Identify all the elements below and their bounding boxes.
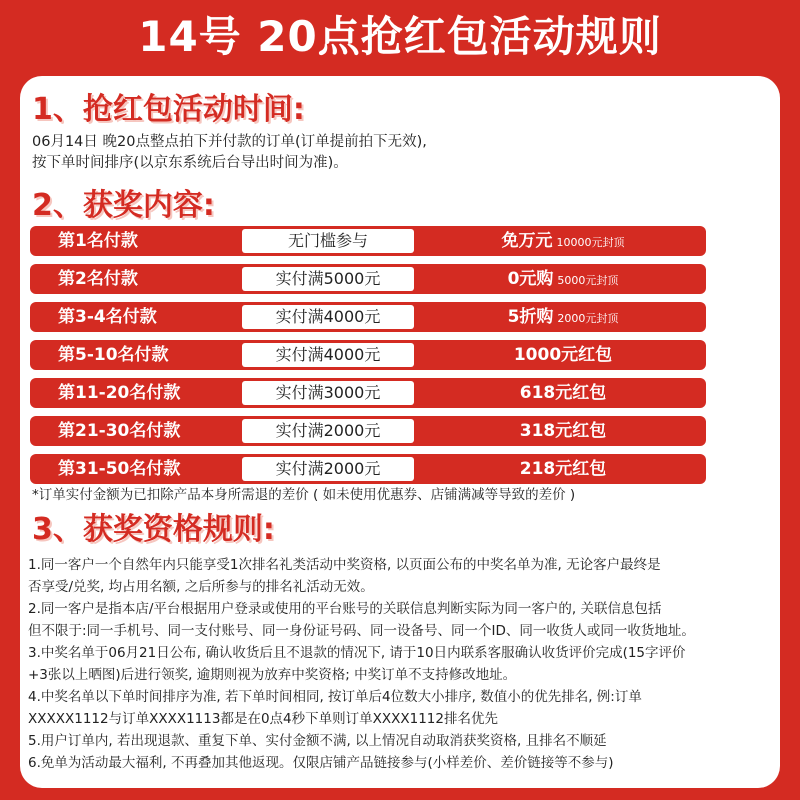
rules-list — [28, 554, 776, 774]
prize-value: 1000元红包 — [513, 345, 613, 365]
prize-rank: 第31-50名付款 — [58, 459, 181, 479]
prize-value — [420, 302, 706, 334]
section-time-line-1: 06月14日 晚20点整点拍下并付款的订单(订单提前拍下无效), — [32, 134, 427, 150]
prize-rank: 第21-30名付款 — [58, 421, 181, 441]
prize-value — [420, 226, 706, 258]
rule-line: 4.中奖名单以下单时间排序为准, 若下单时间相同, 按订单后4位数大小排序, 数值小的优先排名, 例:订单 — [28, 689, 642, 705]
prize-cap: 2000元封顶 — [557, 312, 619, 325]
prize-footnote: *订单实付金额为已扣除产品本身所需退的差价 ( 如未使用优惠券、店铺满减等导致的差价 ) — [32, 487, 576, 503]
prize-value-text: 免万元 — [501, 231, 553, 251]
rule-line: 3.中奖名单于06月21日公布, 确认收货后且不退款的情况下, 请于10日内联系客服确认收货评价完成(15字评价 — [28, 645, 686, 661]
prize-rank: 第11-20名付款 — [58, 383, 181, 403]
prize-value-text: 0元购 — [507, 269, 554, 289]
prize-condition: 实付满5000元 — [242, 267, 414, 291]
prize-value: 318元红包 — [519, 421, 607, 441]
page-title: 14号 20点抢红包活动规则 — [138, 12, 662, 61]
prize-row — [30, 340, 706, 370]
prize-rank: 第5-10名付款 — [58, 345, 169, 365]
prize-condition: 实付满2000元 — [242, 419, 414, 443]
rule-line: +3张以上晒图)后进行领奖, 逾期则视为放弃中奖资格; 中奖订单不支持修改地址。 — [28, 667, 517, 683]
prize-value-text: 5折购 — [507, 307, 554, 327]
prize-value: 218元红包 — [519, 459, 607, 479]
rules-card — [20, 76, 780, 788]
rule-line: XXXXX1112与订单XXXX1113都是在0点4秒下单则订单XXXX1112排名优先 — [28, 711, 498, 727]
prize-row — [30, 416, 706, 446]
prize-condition: 无门槛参与 — [242, 229, 414, 253]
prize-rank: 第1名付款 — [58, 231, 138, 251]
prize-cap: 5000元封顶 — [557, 274, 619, 287]
prize-row — [30, 264, 706, 294]
section-time-line-2: 按下单时间排序(以京东系统后台导出时间为准)。 — [32, 155, 348, 171]
prize-cap: 10000元封顶 — [556, 236, 625, 249]
prize-row — [30, 378, 706, 408]
rule-line: 否享受/兑奖, 均占用名额, 之后所参与的排名礼活动无效。 — [28, 579, 374, 595]
prize-row — [30, 302, 706, 332]
prize-row — [30, 454, 706, 484]
rule-line: 2.同一客户是指本店/平台根据用户登录或使用的平台账号的关联信息判断实际为同一客户的, 关联信息包括 — [28, 601, 662, 617]
section-rules-heading: 3、获奖资格规则: — [32, 512, 275, 547]
rule-line: 6.免单为活动最大福利, 不再叠加其他返现。仅限店铺产品链接参与(小样差价、差价链接等不参与) — [28, 755, 614, 771]
section-prize-heading: 2、获奖内容: — [32, 188, 215, 223]
prize-condition: 实付满3000元 — [242, 381, 414, 405]
prize-value: 618元红包 — [519, 383, 607, 403]
section-time-heading: 1、抢红包活动时间: — [32, 92, 305, 127]
rule-line: 5.用户订单内, 若出现退款、重复下单、实付金额不满, 以上情况自动取消获奖资格, 且排名不顺延 — [28, 733, 607, 749]
rule-line: 1.同一客户一个自然年内只能享受1次排名礼类活动中奖资格, 以页面公布的中奖名单为准, 无论客户最终是 — [28, 557, 661, 573]
prize-rank: 第2名付款 — [58, 269, 138, 289]
prize-condition: 实付满4000元 — [242, 305, 414, 329]
prize-condition: 实付满4000元 — [242, 343, 414, 367]
prize-rank: 第3-4名付款 — [58, 307, 157, 327]
prize-value — [420, 264, 706, 296]
prize-condition: 实付满2000元 — [242, 457, 414, 481]
rule-line: 但不限于:同一手机号、同一支付账号、同一身份证号码、同一设备号、同一个ID、同一收货人或同一收货地址。 — [28, 623, 695, 639]
prize-row — [30, 226, 706, 256]
